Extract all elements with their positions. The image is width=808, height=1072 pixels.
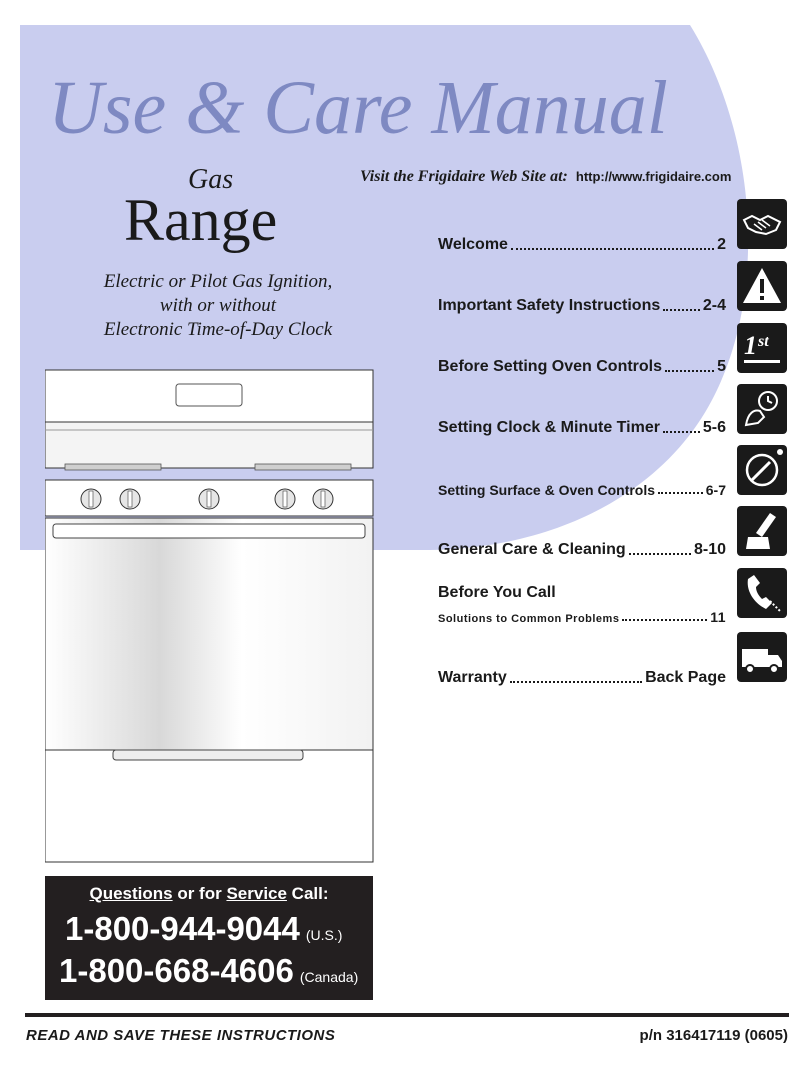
toc-label: Before Setting Oven Controls xyxy=(438,358,663,375)
toc-page: 6-7 xyxy=(705,482,726,498)
questions-word: Questions xyxy=(89,884,173,903)
toc-item-before-call[interactable] xyxy=(438,584,726,602)
service-truck-icon xyxy=(737,632,787,682)
control-knob-icon xyxy=(737,445,787,495)
phone-number: 1-800-944-9044 xyxy=(65,910,300,947)
read-save-instructions: READ AND SAVE THESE INSTRUCTIONS xyxy=(26,1027,336,1044)
toc-label: Setting Surface & Oven Controls xyxy=(438,482,656,498)
leader-dots xyxy=(665,370,714,372)
phone-icon xyxy=(737,568,787,618)
leader-dots xyxy=(511,248,714,250)
toc-page: 11 xyxy=(710,609,726,625)
handshake-icon xyxy=(737,199,787,249)
toc-item-controls[interactable] xyxy=(438,482,726,498)
call-text: Call: xyxy=(286,884,329,903)
part-number: p/n 316417119 (0605) xyxy=(639,1027,788,1044)
phone-number: 1-800-668-4606 xyxy=(59,952,294,989)
leader-dots xyxy=(663,309,700,311)
leader-dots xyxy=(629,553,691,555)
toc-page: 2-4 xyxy=(702,297,726,314)
phone-region: (Canada) xyxy=(299,969,359,985)
cleaning-icon xyxy=(737,506,787,556)
svg-text:1: 1 xyxy=(744,331,757,360)
service-call-box xyxy=(45,876,373,1000)
toc-label: Important Safety Instructions xyxy=(438,297,661,314)
toc-label: Setting Clock & Minute Timer xyxy=(438,419,660,436)
clock-hand-icon xyxy=(737,384,787,434)
product-name: Range xyxy=(124,187,278,253)
toc-page: Back Page xyxy=(645,669,726,686)
range-illustration xyxy=(45,368,375,863)
subtitle-line: with or without xyxy=(159,295,277,316)
toc-item-warranty[interactable] xyxy=(438,669,726,687)
leader-dots xyxy=(663,431,700,433)
website-label: Visit the Frigidaire Web Site at: xyxy=(360,168,568,185)
first-icon xyxy=(737,323,787,373)
leader-dots xyxy=(510,681,642,683)
footer-rule xyxy=(25,1013,789,1017)
toc-item-solutions[interactable] xyxy=(438,609,726,625)
phone-region: (U.S.) xyxy=(305,927,343,943)
toc-label: Welcome xyxy=(438,236,508,253)
product-subtitle xyxy=(60,270,376,342)
subtitle-line: Electronic Time-of-Day Clock xyxy=(103,319,333,340)
toc-page: 2 xyxy=(717,236,726,253)
website-url[interactable]: http://www.frigidaire.com xyxy=(575,169,732,184)
toc-page: 5-6 xyxy=(702,419,726,436)
toc-item-care[interactable] xyxy=(438,541,726,559)
toc-item-welcome[interactable] xyxy=(438,236,726,254)
or-for-text: or for xyxy=(172,884,227,903)
toc-label: General Care & Cleaning xyxy=(438,541,626,558)
toc-label: Before You Call xyxy=(438,584,556,601)
toc-page: 5 xyxy=(717,358,726,375)
toc-sublabel: Solutions to Common Problems xyxy=(438,613,620,625)
toc-item-safety[interactable] xyxy=(438,297,726,315)
product-type: Gas xyxy=(188,164,234,195)
manual-title: Use & Care Manual xyxy=(48,66,668,150)
toc-item-clock[interactable] xyxy=(438,419,726,437)
toc-item-before-setting[interactable] xyxy=(438,358,726,376)
toc-label: Warranty xyxy=(438,669,507,686)
phone-us[interactable] xyxy=(65,910,342,948)
leader-dots xyxy=(622,619,707,621)
leader-dots xyxy=(658,492,703,494)
website-line xyxy=(360,168,800,186)
service-word: Service xyxy=(226,884,287,903)
service-call-heading xyxy=(45,884,373,904)
subtitle-line: Electric or Pilot Gas Ignition, xyxy=(103,271,333,292)
warning-icon xyxy=(737,261,787,311)
svg-text:st: st xyxy=(758,333,769,350)
phone-canada[interactable] xyxy=(59,952,358,990)
toc-page: 8-10 xyxy=(693,541,726,558)
